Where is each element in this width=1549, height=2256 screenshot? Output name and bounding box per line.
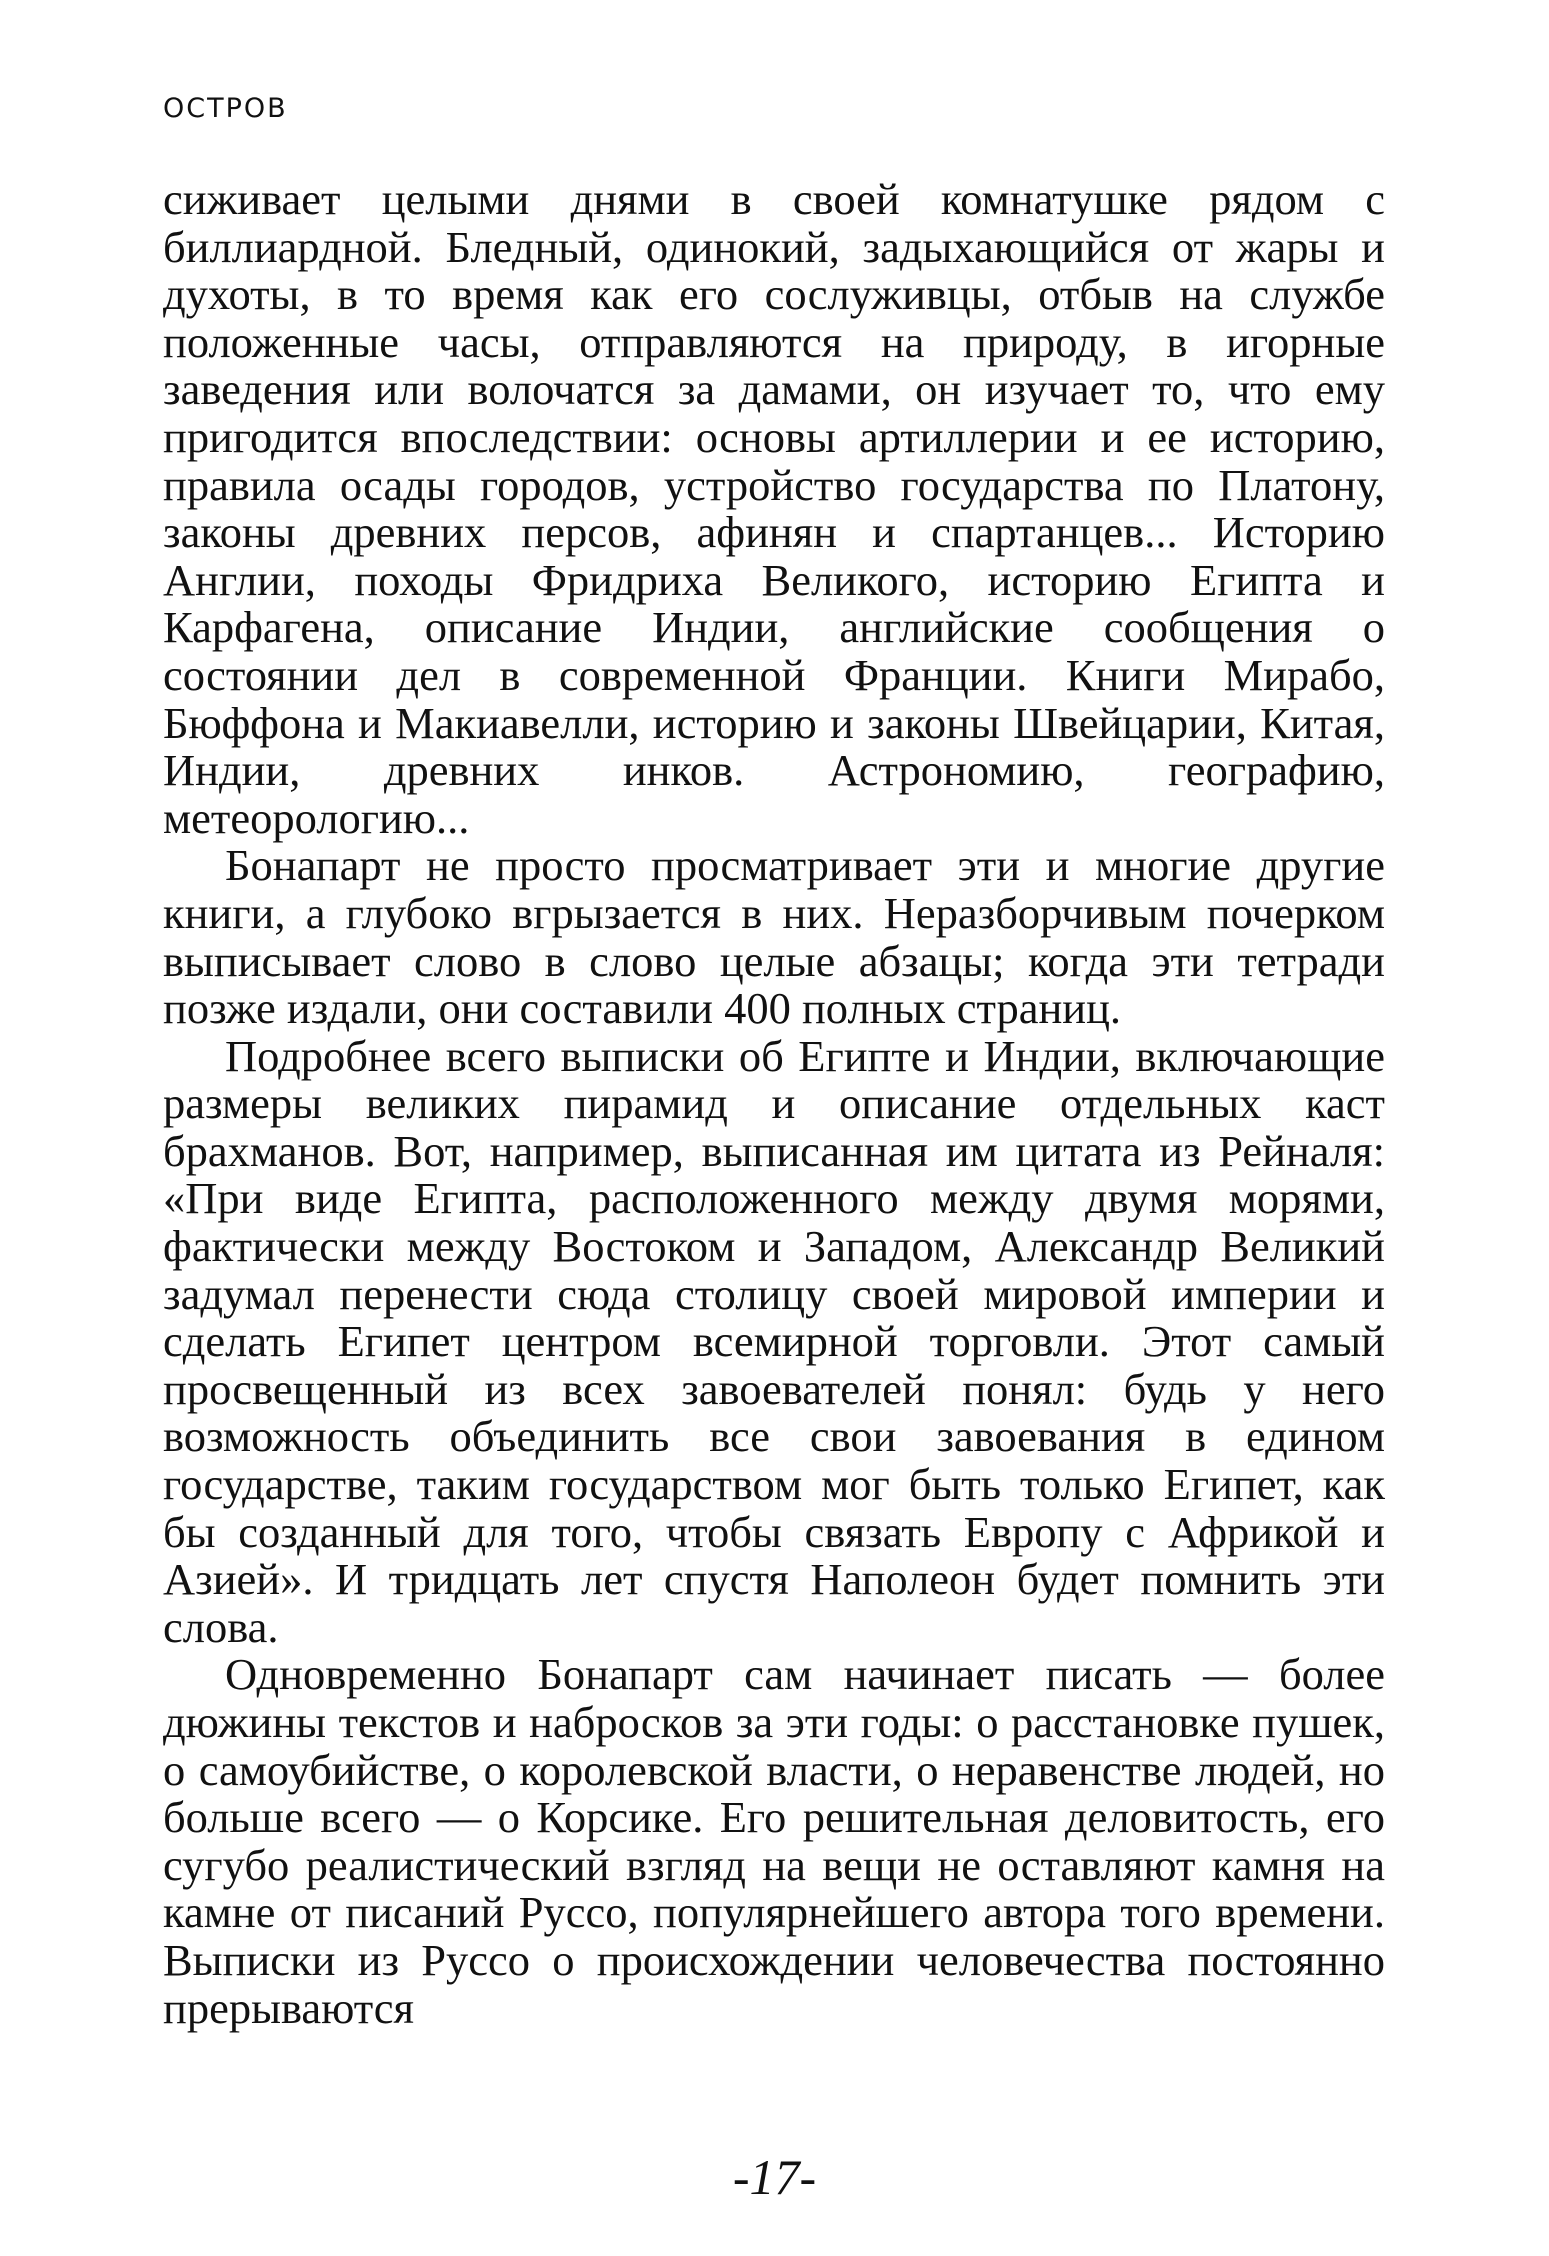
paragraph: Подробнее всего выписки об Египте и Индии, включающие размеры великих пирамид и описание отдельных каст брахманов. Вот, например, выписанная им цитата из Рейналя: «При виде Египта, расположенного между двумя морями, фактически между Востоком и Западом, Александр Великий задумал перенести сюда столицу своей мировой империи и сделать Египет центром всемирной торговли. Этот самый просвещенный из всех завоевателей понял: будь у него возможность объединить все свои завоевания в едином государстве, таким государством мог быть только Египет, как бы созданный для того, чтобы связать Европу с Африкой и Азией». И тридцать лет спустя Наполеон будет помнить эти слова. xyxy=(163,1030,1385,1652)
paragraph: Одновременно Бонапарт сам начинает писать — более дюжины текстов и набросков за эти годы: о расстановке пушек, о самоубийстве, о королевской власти, о неравенстве людей, но больше всего — о Корсике. Его решительная деловитость, его сугубо реалистический взгляд на вещи не оставляют камня на камне от писаний Руссо, популярнейшего автора того времени. Выписки из Руссо о происхождении человечества постоянно прерываются xyxy=(163,1649,1385,2033)
paragraph: Бонапарт не просто просматривает эти и многие другие книги, а глубоко вгрызается в них. Неразборчивым почерком выписывает слово в слово целые абзацы; когда эти тетради позже издали, они составили 400 полных страниц. xyxy=(163,840,1385,1034)
running-head: ОСТРОВ xyxy=(163,93,288,124)
body-text xyxy=(163,176,1385,2032)
paragraph: сиживает целыми днями в своей комнатушке рядом с биллиардной. Бледный, одинокий, задыхающийся от жары и духоты, в то время как его сослуживцы, отбыв на службе положенные часы, отправляются на природу, в игорные заведения или волочатся за дамами, он изучает то, что ему пригодится впоследствии: основы артиллерии и ее историю, правила осады городов, устройство государства по Платону, законы древних персов, афинян и спартанцев... Историю Англии, походы Фридриха Великого, историю Египта и Карфагена, описание Индии, английские сообщения о состоянии дел в современной Франции. Книги Мирабо, Бюффона и Макиавелли, историю и законы Швейцарии, Китая, Индии, древних инков. Астрономию, географию, метеорологию... xyxy=(163,174,1385,843)
page-number: -17- xyxy=(732,2149,817,2205)
